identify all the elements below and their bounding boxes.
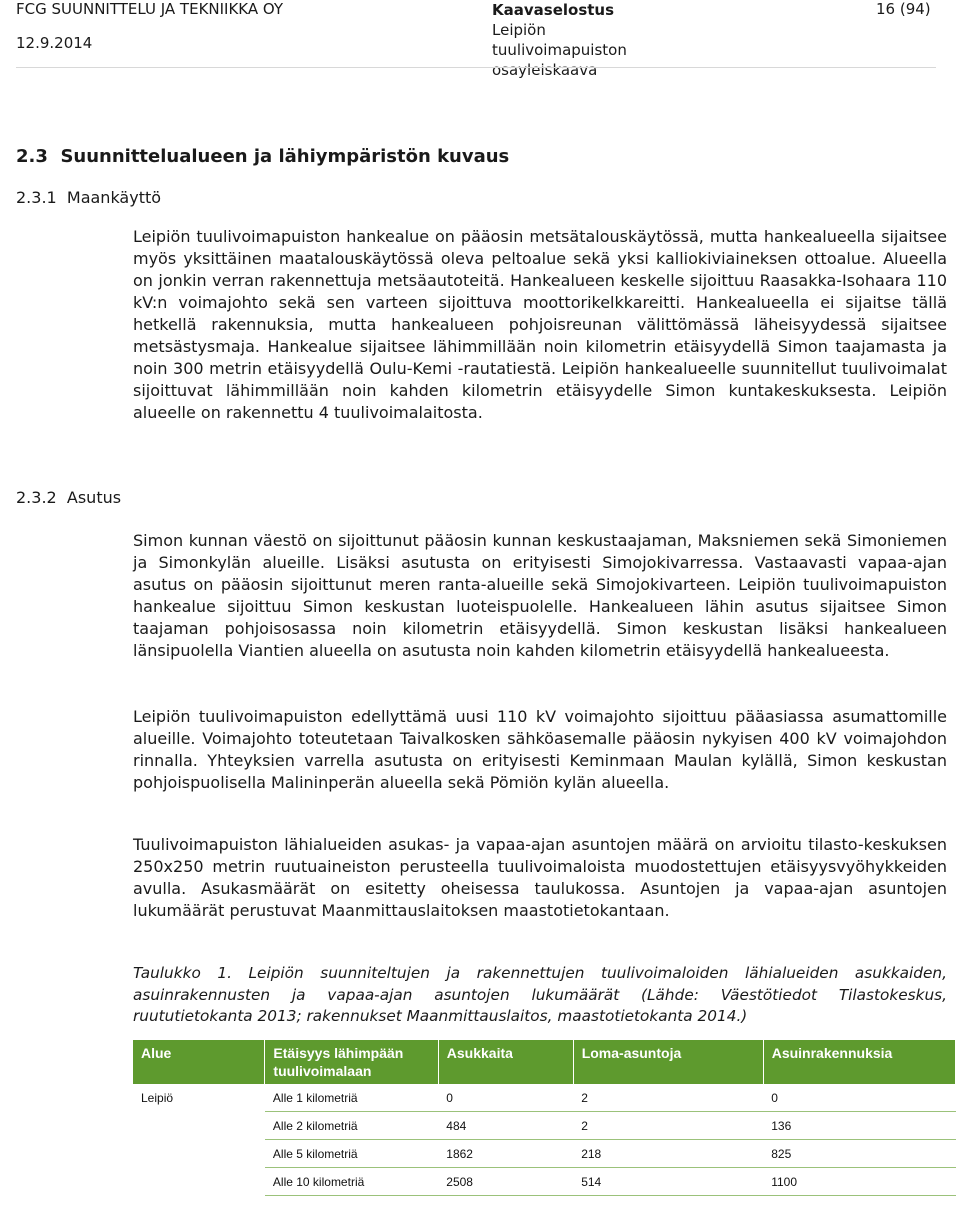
table-cell: 0 [763,1084,955,1112]
table-cell [133,1112,265,1140]
table-cell [133,1140,265,1168]
table-cell: Alle 10 kilometriä [265,1168,438,1196]
subsection-heading-land-use [16,188,161,207]
table-cell: Alle 5 kilometriä [265,1140,438,1168]
table-cell: 514 [573,1168,763,1196]
table-cell: 2 [573,1112,763,1140]
table-cell: 825 [763,1140,955,1168]
table-caption: Taulukko 1. Leipiön suunniteltujen ja rakennettujen tuulivoimaloiden lähialueiden asukkaiden, asuinrakennusten ja vapaa-ajan asuntojen lukumäärät (Lähde: Väestötiedot Tilastokeskus, ruututietokanta 2013; rakennukset Maanmittauslaitos, maastotietokanta 2014.) [133,964,947,1025]
table-cell: Leipiö [141,1090,174,1105]
column-header-residents: Asukkaita [438,1040,573,1084]
table-cell: 2508 [438,1168,573,1196]
table-row [133,1084,956,1112]
power-line-paragraph: Leipiön tuulivoimapuiston edellyttämä uusi 110 kV voimajohto sijoittuu pääasiassa asumattomille alueille. Voimajohto toteutetaan Taivalkosken sähköasemalle pääosin nykyisen 400 kV voimajohdon rinnalla. Yhteyksien varrella asutusta on erityisesti Keminmaan Maulan kylällä, Simon keskustan pohjoispuolisella Malininperän alueella sekä Pömiön kylän alueella. [133,707,947,792]
table-header-row [133,1040,956,1084]
document-title-line: tuulivoimapuiston [492,41,627,59]
section-heading [16,146,509,167]
document-title-line: osayleiskaava [492,61,598,79]
header-divider [16,67,936,68]
column-header-area: Alue [133,1040,265,1084]
subsection-number: 2.3.2 [16,488,57,507]
organization-name: FCG SUUNNITTELU JA TEKNIIKKA OY [16,0,284,18]
table-cell: 1862 [438,1140,573,1168]
land-use-paragraph: Leipiön tuulivoimapuiston hankealue on pääosin metsätalouskäytössä, mutta hankealueella sijaitsee myös yksittäinen maatalouskäytössä oleva peltoalue sekä yksi kalliokiviaineksen ottoalue. Alueella on jonkin verran rakennettuja metsäautoteitä. Hankealueen keskelle sijoittuu Raasakka-Isohaara 110 kV:n voimajohto sekä sen varteen sijoittuva moottorikelkkareitti. Hankealueella ei sijaitse tällä hetkellä rakennuksia, mutta hankealueen pohjoisreunan välittömässä läheisyydessä sijaitsee metsästysmaja. Hankealue sijaitsee lähimmillään noin kilometrin etäisyydellä Simon taajamasta ja noin 300 metrin etäisyydellä Oulu-Kemi -rautatiestä. Leipiön hankealueelle suunnitellut tuulivoimalat sijoittuvat lähimmillään noin kahden kilometrin etäisyydelle Simon kuntakeskuksesta. Leipiön alueelle on rakennettu 4 tuulivoimalaitosta. [133,227,947,422]
column-header-holiday-homes: Loma-asuntoja [573,1040,763,1084]
table-row [133,1112,956,1140]
column-header-distance: Etäisyys lähimpään tuulivoimalaan [265,1040,438,1084]
page-header [0,0,960,79]
housing-paragraph: Simon kunnan väestö on sijoittunut pääosin kunnan keskustaajaman, Maksniemen sekä Simoniemen ja Simonkylän alueille. Lisäksi asutusta on erityisesti Simojokivarressa. Vastaavasti vapaa-ajan asutus on pääosin sijoittunut meren ranta-alueille sekä Simojokivarteen. Leipiön tuulivoimapuiston hankealue sijoittuu Simon keskustan luoteispuolelle. Hankealueen lähin asutus sijaitsee Simon taajaman pohjoisosassa noin kilometrin etäisyydellä. Simon keskustan lisäksi hankealueen länsipuolella Viantien alueella on asutusta noin kahden kilometrin etäisyydellä hankealueesta. [133,531,947,660]
table-cell: 218 [573,1140,763,1168]
document-type: Kaavaselostus [492,1,615,19]
table-cell: 1100 [763,1168,955,1196]
table-cell: 136 [763,1112,955,1140]
residents-estimate-paragraph: Tuulivoimapuiston lähialueiden asukas- ja vapaa-ajan asuntojen määrä on arvioitu tilasto-keskuksen 250x250 metrin ruutuaineiston perusteella tuulivoimaloista muodostettujen etäisyysvyöhykkeiden avulla. Asukasmäärät on esitetty oheisessa taulukossa. Asuntojen ja vapaa-ajan asuntojen lukumäärät perustuvat Maanmittauslaitoksen maastotietokantaan. [133,835,947,920]
residents-table [133,1040,956,1196]
table-cell: 0 [438,1084,573,1112]
subsection-heading-housing [16,488,121,507]
column-header-residential-buildings: Asuinrakennuksia [763,1040,955,1084]
table-cell: 484 [438,1112,573,1140]
section-number: 2.3 [16,146,48,167]
subsection-title: Asutus [66,488,122,507]
document-date: 12.9.2014 [16,34,93,52]
document-title-line: Leipiön [492,21,546,39]
table-row [133,1140,956,1168]
table-row [133,1168,956,1196]
section-title: Suunnittelualueen ja lähiympäristön kuvaus [60,146,510,167]
table-cell [133,1168,265,1196]
subsection-title: Maankäyttö [66,188,162,207]
table-cell: Alle 1 kilometriä [265,1084,438,1112]
document-title-block [492,0,627,80]
subsection-number: 2.3.1 [16,188,57,207]
table-cell: Alle 2 kilometriä [265,1112,438,1140]
page-number: 16 (94) [876,0,931,18]
table-cell: 2 [573,1084,763,1112]
